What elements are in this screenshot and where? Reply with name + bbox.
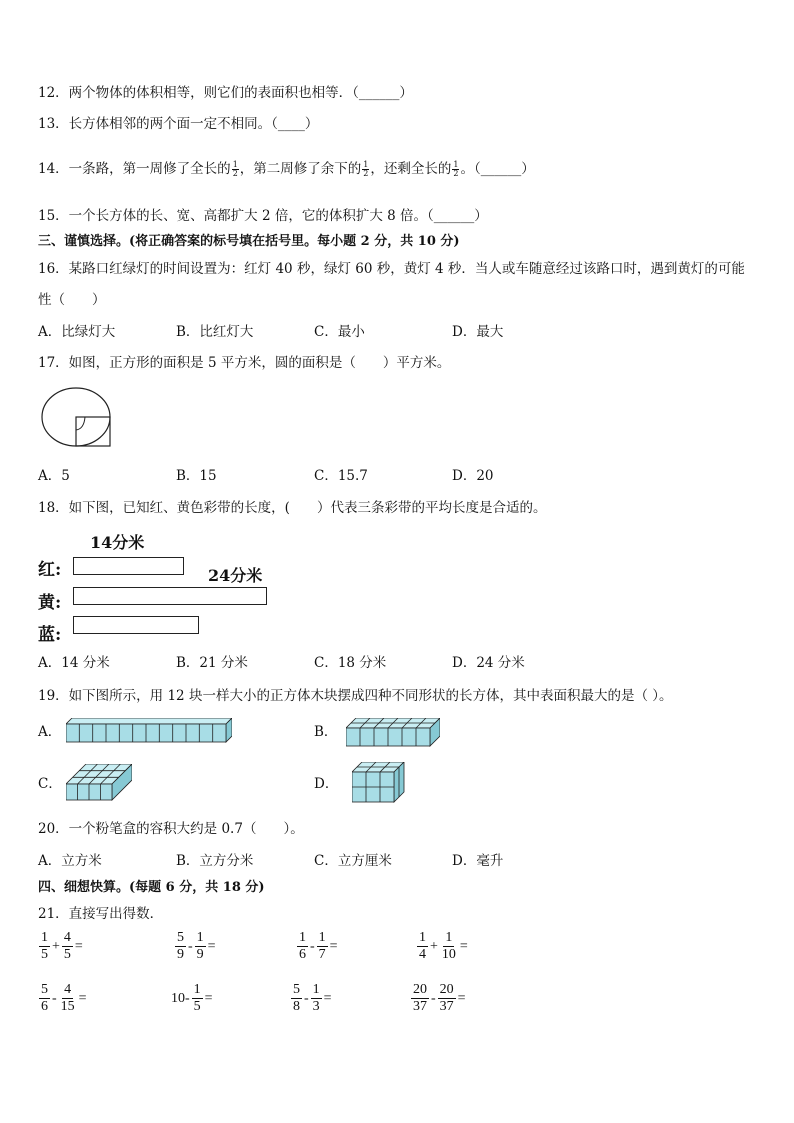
q16-option-a[interactable]: A．比绿灯大 xyxy=(38,324,116,340)
q20-option-b[interactable]: B．立方分米 xyxy=(176,853,254,869)
expr-2-3: $\frac{5}{8}$ - $\frac{1}{3}$ = xyxy=(293,982,332,1014)
q16-option-b[interactable]: B．比红灯大 xyxy=(176,324,254,340)
expr-1-4: $\frac{1}{4}$ + $\frac{1}{10}$ = xyxy=(419,930,468,962)
yellow-length-label: 24分米 xyxy=(208,566,263,585)
q18-option-b[interactable]: B．21 分米 xyxy=(176,655,248,671)
q16-option-d[interactable]: D．最大 xyxy=(452,324,504,340)
q17-option-b[interactable]: B．15 xyxy=(176,468,217,484)
expr-2-1: $\frac{5}{6}$ - $\frac{4}{15}$ = xyxy=(41,982,87,1014)
q14-part3: ，还剩全长的 xyxy=(370,161,452,177)
q14-part2: ，第二周修了余下的 xyxy=(239,161,362,177)
question-17: 17．如图，正方形的面积是 5 平方米，圆的面积是（ ）平方米。 xyxy=(38,355,451,371)
red-label: 红: xyxy=(38,560,62,580)
q19-option-b-label[interactable]: B． xyxy=(314,724,338,740)
q19-option-c-label[interactable]: C． xyxy=(38,776,62,792)
q18-option-c[interactable]: C．18 分米 xyxy=(314,655,387,671)
question-12: 12．两个物体的体积相等，则它们的表面积也相等．（______） xyxy=(38,85,413,101)
q17-option-a[interactable]: A．5 xyxy=(38,468,70,484)
cuboid-c-3x4 xyxy=(66,764,132,802)
question-21: 21．直接写出得数． xyxy=(38,906,164,922)
q17-option-d[interactable]: D．20 xyxy=(452,468,494,484)
q20-option-a[interactable]: A．立方米 xyxy=(38,853,102,869)
cuboid-d-2x2x3 xyxy=(352,762,406,804)
expr-1-3: $\frac{1}{6}$ - $\frac{1}{7}$ = xyxy=(299,930,338,962)
question-13: 13．长方体相邻的两个面一定不相同。（____） xyxy=(38,116,319,132)
expr-2-4: $\frac{20}{37}$ - $\frac{20}{37}$ = xyxy=(413,982,466,1014)
red-ribbon-bar xyxy=(73,557,184,575)
q19-option-a-label[interactable]: A． xyxy=(38,724,62,740)
question-19: 19．如下图所示，用 12 块一样大小的正方体木块摆成四种不同形状的长方体，其中表面积最大的是（ ）。 xyxy=(38,688,673,704)
blue-label: 蓝: xyxy=(38,625,62,645)
circle-square-figure xyxy=(40,386,114,448)
q14-fraction-2: $\frac{1}{2}$ xyxy=(363,160,369,178)
q16-option-c[interactable]: C．最小 xyxy=(314,324,365,340)
q14-fraction-1: $\frac{1}{2}$ xyxy=(232,160,238,178)
yellow-ribbon-bar xyxy=(73,587,267,605)
expr-1-2: $\frac{5}{9}$ - $\frac{1}{9}$ = xyxy=(177,930,216,962)
expr-1-1: $\frac{1}{5}$ + $\frac{4}{5}$ = xyxy=(41,930,83,962)
question-20: 20．一个粉笔盒的容积大约是 0.7（ ）。 xyxy=(38,821,304,837)
expr-2-2: 10- $\frac{1}{5}$ = xyxy=(171,982,213,1014)
section-4-heading: 四、细想快算。(每题 6 分，共 18 分) xyxy=(38,880,265,895)
q18-option-a[interactable]: A．14 分米 xyxy=(38,655,110,671)
q20-option-d[interactable]: D．毫升 xyxy=(452,853,504,869)
q19-option-d-label[interactable]: D． xyxy=(314,776,339,792)
q14-part1: 14．一条路，第一周修了全长的 xyxy=(38,161,231,177)
q20-option-c[interactable]: C．立方厘米 xyxy=(314,853,392,869)
question-18: 18．如下图，已知红、黄色彩带的长度，( ）代表三条彩带的平均长度是合适的。 xyxy=(38,500,547,516)
q18-option-d[interactable]: D．24 分米 xyxy=(452,655,525,671)
section-3-heading: 三、谨慎选择。(将正确答案的标号填在括号里。每小题 2 分，共 10 分) xyxy=(38,234,460,249)
red-length-label: 14分米 xyxy=(90,533,145,552)
q14-part4: 。（______） xyxy=(460,161,535,177)
question-15: 15．一个长方体的长、宽、高都扩大 2 倍，它的体积扩大 8 倍。（______） xyxy=(38,208,488,224)
q14-fraction-3: $\frac{1}{2}$ xyxy=(453,160,459,178)
yellow-label: 黄: xyxy=(38,593,62,613)
cuboid-a-1x12 xyxy=(66,718,232,744)
q17-option-c[interactable]: C．15.7 xyxy=(314,468,368,484)
cuboid-b-2x6 xyxy=(346,718,440,748)
question-16-line2: 性（ ） xyxy=(38,292,106,308)
question-16-line1: 16．某路口红绿灯的时间设置为：红灯 40 秒，绿灯 60 秒，黄灯 4 秒．当人或车随意经过该路口时，遇到黄灯的可能 xyxy=(38,261,745,277)
question-14 xyxy=(38,160,535,178)
blue-ribbon-bar xyxy=(73,616,199,634)
